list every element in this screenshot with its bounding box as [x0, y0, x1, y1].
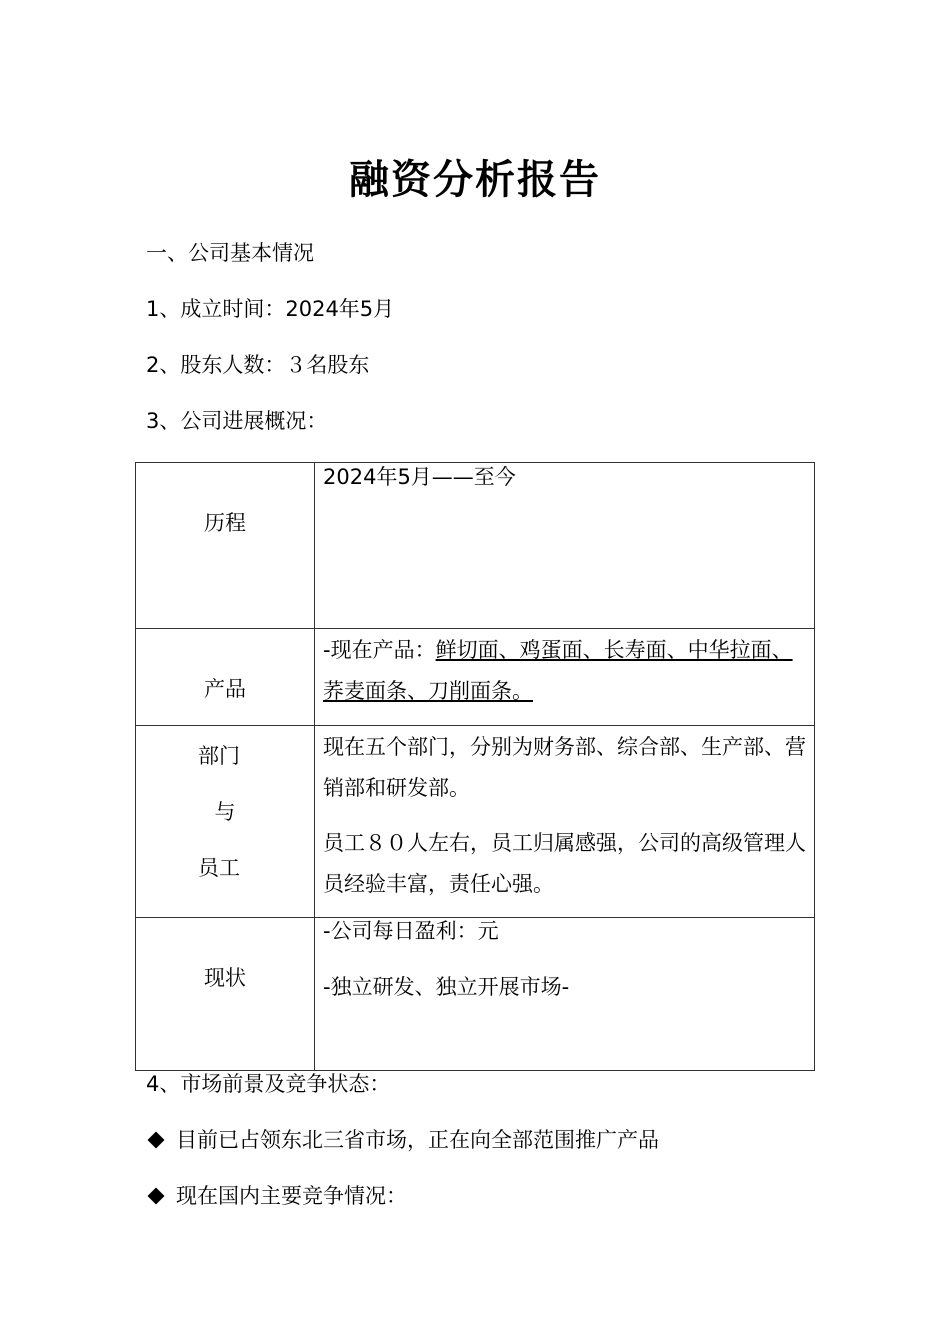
content-cell: [315, 463, 815, 629]
row-label-products: 产品: [204, 677, 246, 701]
row-label-departments-2: 与: [214, 800, 236, 824]
bullet-text: 目前已占领东北三省市场，正在向全部范围推广产品: [176, 1128, 659, 1152]
bullet-item: [146, 1127, 659, 1153]
content-cell: [315, 629, 815, 726]
employees-text: 员工８０人左右，员工归属感强，公司的高级管理人员经验丰富，责任心强。: [323, 831, 806, 896]
section-heading-basic-info: 一、公司基本情况: [146, 241, 314, 265]
label-cell: [136, 726, 315, 918]
row-label-status: 现状: [204, 966, 246, 990]
diamond-bullet-icon: [148, 1132, 165, 1149]
bullet-text: 现在国内主要竞争情况：: [176, 1184, 407, 1208]
label-cell: [136, 463, 315, 629]
progress-overview-heading: 3、公司进展概况：: [146, 409, 328, 433]
departments-text: 现在五个部门，分别为财务部、综合部、生产部、营销部和研发部。: [323, 735, 806, 800]
progress-table: [135, 462, 815, 1071]
products-prefix: -现在产品：: [323, 638, 436, 662]
content-cell: [315, 918, 815, 1071]
table-row-departments: [136, 726, 815, 918]
table-row-products: [136, 629, 815, 726]
row-label-departments-3: 员工: [198, 856, 240, 880]
document-title: 融资分析报告: [349, 156, 601, 203]
section-heading-market: 4、市场前景及竞争状态：: [146, 1072, 391, 1096]
row-label-history: 历程: [204, 511, 246, 535]
table-row-status: [136, 918, 815, 1071]
independent-text: -独立研发、独立开展市场-: [323, 975, 570, 999]
products-list: 鲜切面、鸡蛋面、长寿面、中华拉面、荞麦面条、刀削面条。: [323, 638, 793, 703]
content-cell: [315, 726, 815, 918]
history-text: 2024年5月——至今: [323, 465, 516, 489]
diamond-bullet-icon: [148, 1188, 165, 1205]
label-cell: [136, 629, 315, 726]
founded-time: 1、成立时间：2024年5月: [146, 297, 395, 321]
label-cell: [136, 918, 315, 1071]
row-label-departments-1: 部门: [198, 744, 240, 768]
daily-profit-text: -公司每日盈利：元: [323, 919, 499, 943]
shareholder-count: 2、股东人数：３名股东: [146, 353, 370, 377]
table-row-history: [136, 463, 815, 629]
bullet-item: [146, 1183, 407, 1209]
products-text: [323, 630, 806, 712]
